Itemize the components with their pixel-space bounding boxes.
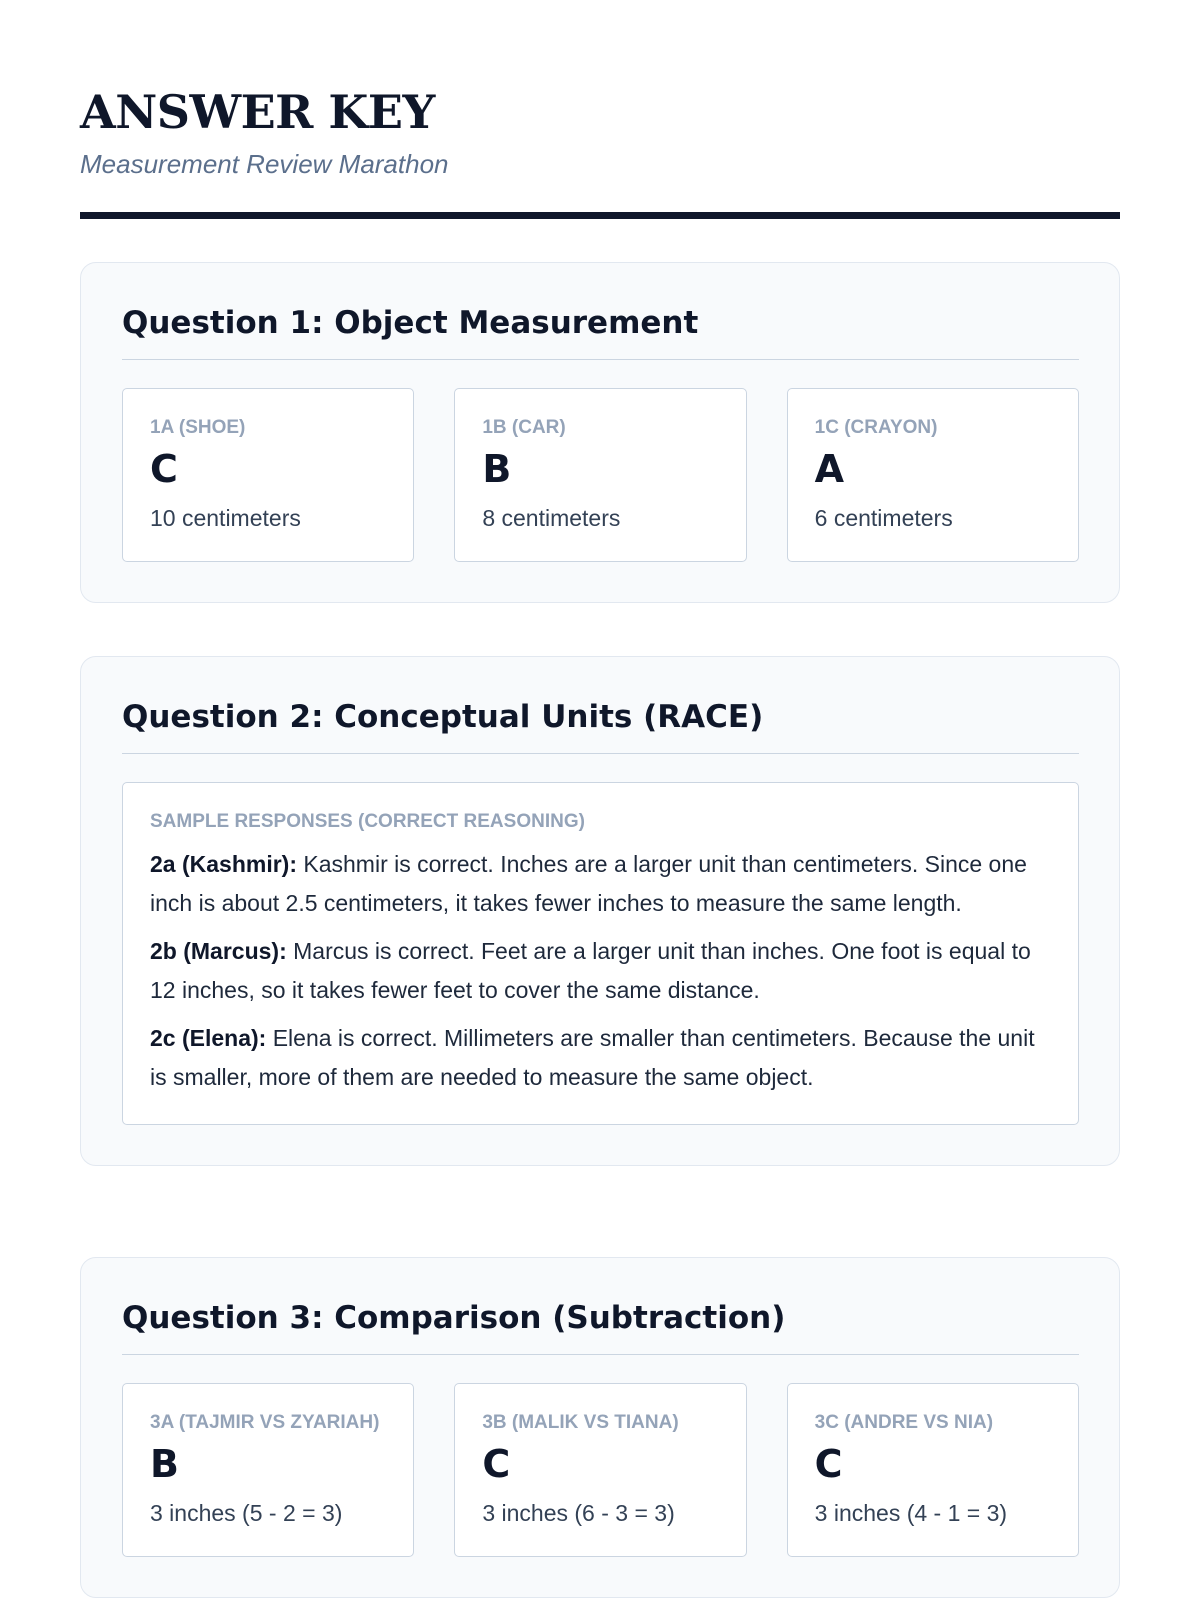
answer-card-1c [787, 388, 1079, 562]
answer-letter: A [814, 447, 845, 491]
response-text: Marcus is correct. Feet are a larger unit than inches. One foot is equal to 12 inches, so it takes fewer feet to cover the same distance. [150, 938, 1031, 1003]
response-lead: 2b (Marcus): [150, 938, 287, 964]
answer-letter: C [814, 1442, 843, 1486]
answer-detail: 3 inches (6 - 3 = 3) [482, 1500, 675, 1526]
question-2-section [80, 656, 1120, 1166]
answer-letter: B [482, 447, 512, 491]
page-subtitle: Measurement Review Marathon [80, 149, 449, 179]
answer-letter: C [150, 447, 178, 491]
answer-card-label: 1A (SHOE) [150, 417, 246, 438]
answer-detail: 3 inches (4 - 1 = 3) [814, 1500, 1008, 1526]
question-1-section [80, 262, 1120, 603]
answer-card-3a [122, 1383, 414, 1557]
answer-detail: 3 inches (5 - 2 = 3) [150, 1500, 343, 1526]
page-header [80, 0, 1120, 219]
response-lead: 2c (Elena): [150, 1025, 267, 1051]
answer-card-label: 3A (TAJMIR VS ZYARIAH) [150, 1412, 380, 1433]
sample-responses-heading: SAMPLE RESPONSES (CORRECT REASONING) [150, 811, 585, 832]
answer-letter: B [150, 1442, 179, 1486]
sample-responses-box [122, 782, 1079, 1125]
question-3-title: Question 3: Comparison (Subtraction) [122, 1298, 1079, 1355]
answer-detail: 8 centimeters [482, 505, 621, 531]
answer-card-3b [454, 1383, 746, 1557]
response-text: Elena is correct. Millimeters are smaller than centimeters. Because the unit is smaller, more of them are needed to measure the same object. [150, 1025, 1035, 1090]
answer-card-label: 1C (CRAYON) [814, 417, 938, 438]
header-divider [80, 212, 1120, 219]
response-lead: 2a (Kashmir): [150, 851, 297, 877]
answer-detail: 6 centimeters [814, 505, 953, 531]
answer-card-label: 3B (MALIK VS TIANA) [482, 1412, 679, 1433]
answer-card-3c [787, 1383, 1079, 1557]
answer-card-1a [122, 388, 414, 562]
response-text: Kashmir is correct. Inches are a larger unit than centimeters. Since one inch is about 2.5 centimeters, it takes fewer inches to measure the same length. [150, 851, 1027, 916]
response-2a [150, 845, 1051, 922]
answer-card-label: 1B (CAR) [482, 417, 566, 438]
answer-card-1b [454, 388, 746, 562]
question-2-title: Question 2: Conceptual Units (RACE) [122, 697, 1079, 754]
question-3-section [80, 1257, 1120, 1598]
answer-letter: C [482, 1442, 511, 1486]
answer-card-label: 3C (ANDRE VS NIA) [814, 1412, 994, 1433]
question-1-title: Question 1: Object Measurement [122, 303, 1079, 360]
response-2c [150, 1019, 1051, 1096]
answer-detail: 10 centimeters [150, 505, 301, 531]
response-2b [150, 932, 1051, 1009]
page-title: ANSWER KEY [80, 85, 435, 139]
question-3-answers [122, 1383, 1079, 1557]
question-1-answers [122, 388, 1079, 562]
